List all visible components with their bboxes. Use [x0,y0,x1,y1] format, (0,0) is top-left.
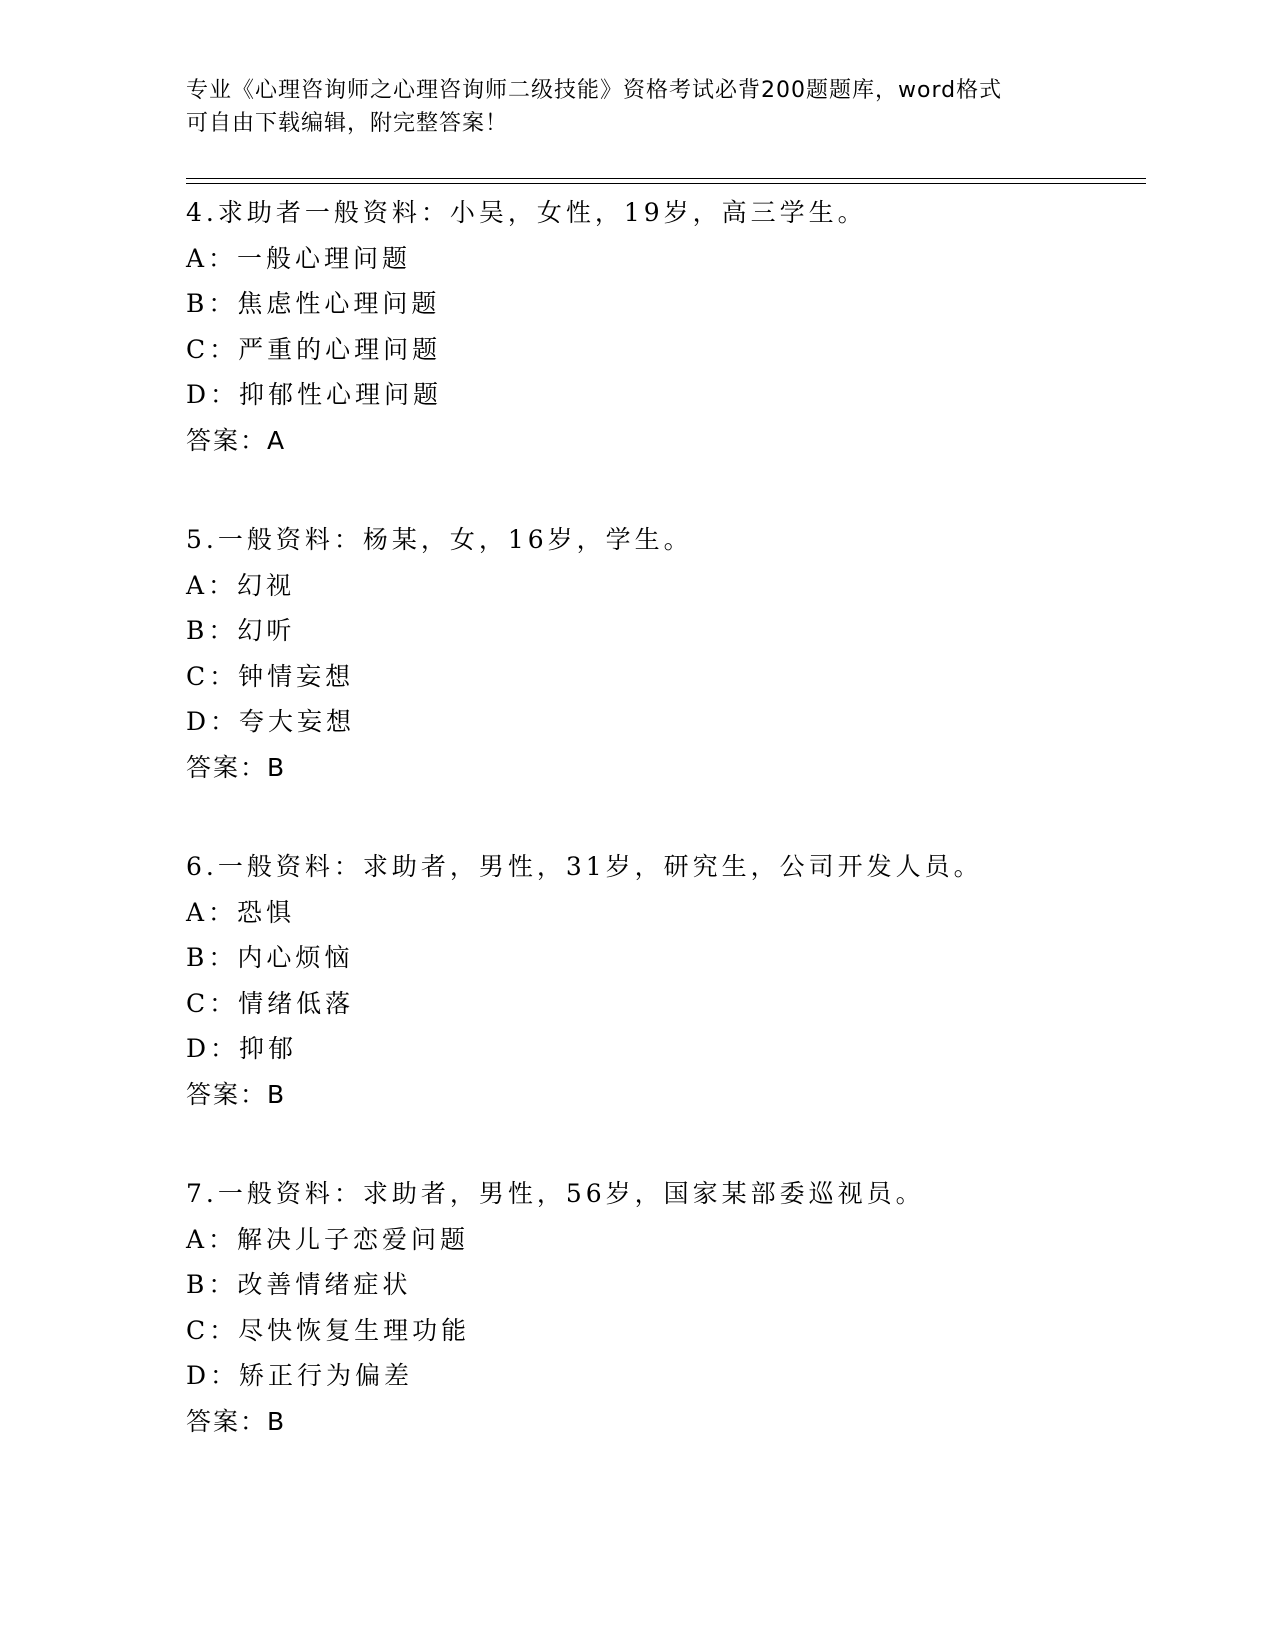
option-a: A：一般心理问题 [186,243,412,273]
header-divider-top [186,178,1146,179]
document-header [186,74,1086,140]
option-d: D：夸大妄想 [186,707,356,736]
question-stem: 7.一般资料：求助者，男性，56岁，国家某部委巡视员。 [186,1179,925,1208]
question-6 [186,844,1146,1117]
answer-line: 答案：B [186,752,287,782]
option-b: B：幻听 [186,616,296,645]
question-4 [186,190,1146,463]
option-c: C：严重的心理问题 [186,334,442,364]
answer-line: 答案：B [186,1079,287,1109]
question-stem: 5.一般资料：杨某，女，16岁，学生。 [186,525,693,554]
option-a: A：解决儿子恋爱问题 [186,1224,470,1254]
question-list [186,190,1146,1498]
option-c: C：情绪低落 [186,988,355,1018]
question-5 [186,517,1146,790]
option-c: C：尽快恢复生理功能 [186,1315,471,1345]
option-a: A：幻视 [186,570,296,600]
option-b: B：改善情绪症状 [186,1270,412,1299]
option-d: D：矫正行为偏差 [186,1361,414,1390]
question-stem: 6.一般资料：求助者，男性，31岁，研究生，公司开发人员。 [186,852,983,881]
answer-line: 答案：A [186,425,287,455]
question-7 [186,1171,1146,1444]
option-b: B：焦虑性心理问题 [186,289,441,318]
header-line-1: 专业《心理咨询师之心理咨询师二级技能》资格考试必背200题题库，word格式 [186,78,1003,103]
header-line-2: 可自由下载编辑，附完整答案！ [186,111,509,136]
option-b: B：内心烦恼 [186,943,354,972]
question-stem: 4.求助者一般资料：小吴，女性，19岁，高三学生。 [186,198,867,227]
header-divider-bottom [186,183,1146,184]
option-d: D：抑郁性心理问题 [186,380,443,409]
option-d: D：抑郁 [186,1034,298,1063]
option-a: A：恐惧 [186,897,296,927]
answer-line: 答案：B [186,1406,287,1436]
option-c: C：钟情妄想 [186,661,355,691]
